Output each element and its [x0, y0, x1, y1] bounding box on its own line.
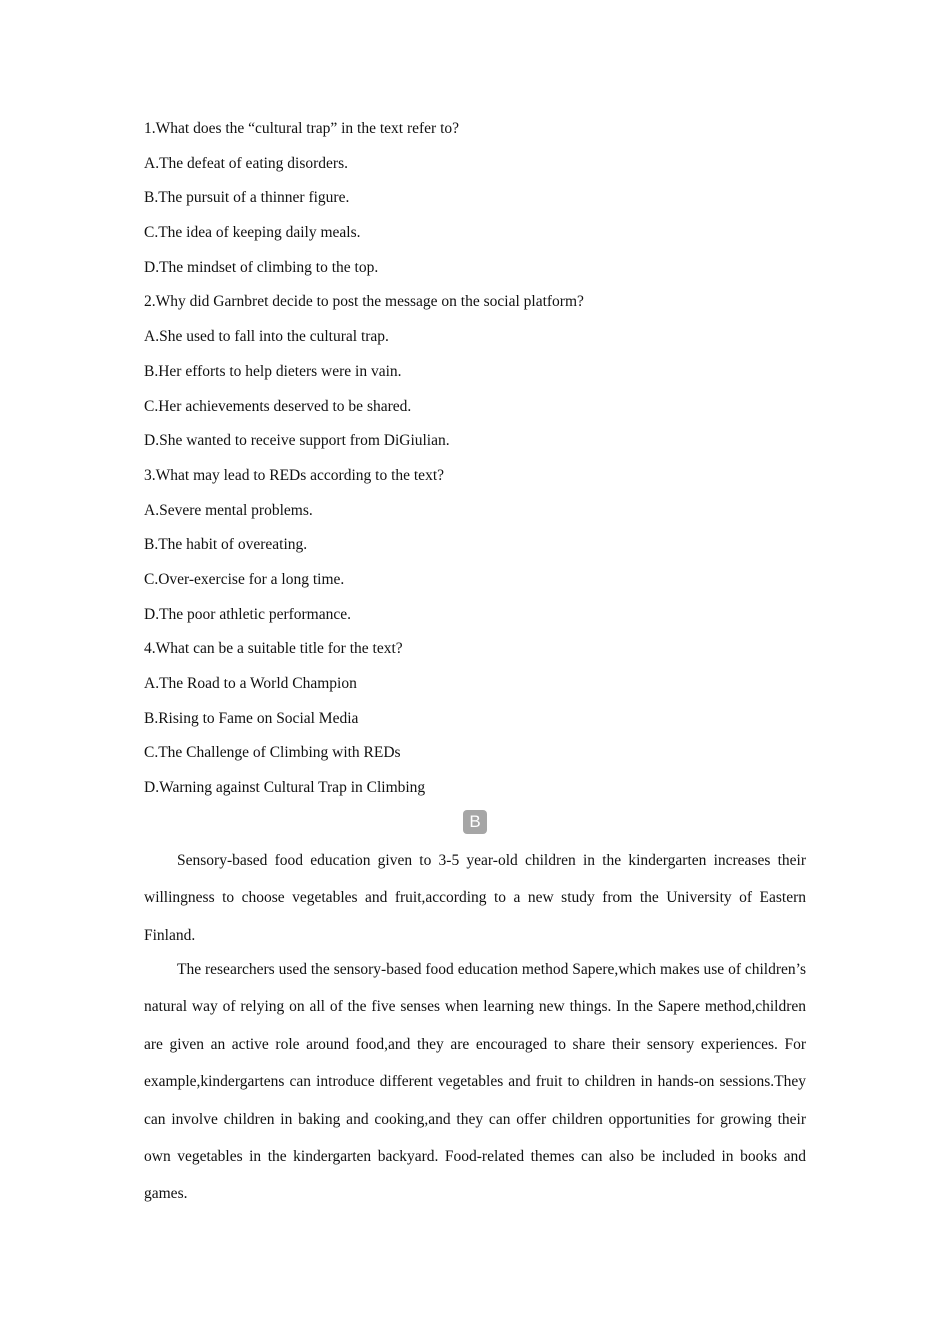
question-list [144, 120, 806, 797]
passage-paragraph: The researchers used the sensory-based food education method Sapere,which makes use of children’s natural way of relying on all of the five senses when learning new things. In the Sapere method,children are given an active role around food,and they are encouraged to share their sensory experiences. For example,kindergartens can introduce different vegetables and fruit to children in hands-on sessions.They can involve children in baking and cooking,and they can offer children opportunities for growing their own vegetables in the kindergarten backyard. Food-related themes can also be included in books and games. [144, 960, 806, 1203]
passage-paragraph: Sensory-based food education given to 3-5 year-old children in the kindergarten increases their willingness to choose vegetables and fruit,according to a new study from the University of Eastern Finland. [144, 851, 806, 944]
answer-option: C.The idea of keeping daily meals. [144, 224, 361, 242]
answer-option: B.The habit of overeating. [144, 536, 308, 554]
answer-option: D.She wanted to receive support from DiGiulian. [144, 432, 450, 450]
answer-option: B.The pursuit of a thinner figure. [144, 189, 350, 207]
answer-option: C.Over-exercise for a long time. [144, 570, 345, 588]
answer-option: C.The Challenge of Climbing with REDs [144, 744, 401, 762]
answer-option: B.Her efforts to help dieters were in vain. [144, 362, 402, 380]
section-b-badge: B [463, 810, 487, 834]
reading-passage-b [144, 842, 806, 1213]
question-stem: 2.Why did Garnbret decide to post the message on the social platform? [144, 293, 584, 311]
answer-option: A.The defeat of eating disorders. [144, 154, 349, 172]
answer-option: D.The poor athletic performance. [144, 605, 352, 623]
answer-option: A.Severe mental problems. [144, 501, 313, 519]
question-stem: 4.What can be a suitable title for the text? [144, 640, 403, 658]
answer-option: A.The Road to a World Champion [144, 675, 357, 692]
answer-option: D.Warning against Cultural Trap in Climbing [144, 779, 426, 797]
question-stem: 3.What may lead to REDs according to the text? [144, 466, 445, 484]
answer-option: A.She used to fall into the cultural trap. [144, 328, 389, 346]
question-stem: 1.What does the “cultural trap” in the text refer to? [144, 120, 460, 137]
answer-option: B.Rising to Fame on Social Media [144, 709, 359, 727]
answer-option: C.Her achievements deserved to be shared. [144, 397, 412, 415]
answer-option: D.The mindset of climbing to the top. [144, 258, 379, 276]
document-page [144, 120, 806, 1213]
section-header [144, 810, 806, 838]
